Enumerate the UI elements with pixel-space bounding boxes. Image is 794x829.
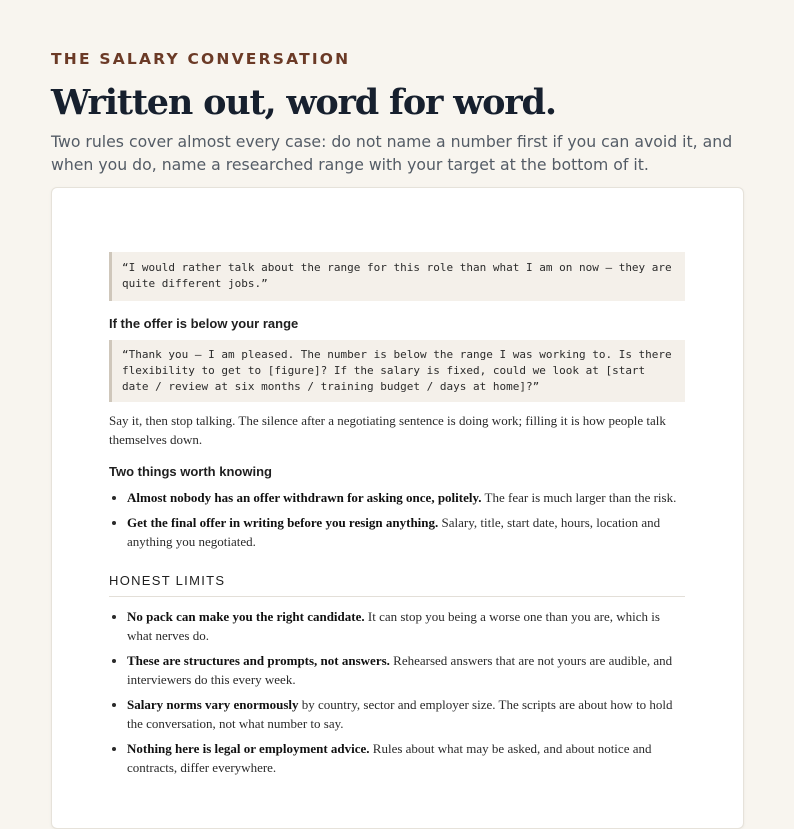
script-quote-current-salary: “I would rather talk about the range for this role than what I am on now — they are quite different jobs.” [109,252,685,301]
page-title: Written out, word for word. [51,82,556,123]
list-item [127,695,685,733]
content-card [51,187,744,829]
list-item-text: Rehearsed answers that are not yours are audible, and interviewers do this every week. [127,653,673,687]
list-item-text: The fear is much larger than the risk. [481,490,677,505]
honest-limits-list [109,607,685,777]
script-quote-below-range: “Thank you — I am pleased. The number is below the range I was working to. Is there flexibility to get to [figure]? If the salary is fixed, could we look at [start date / review at six months / training budget / days at home]?” [109,340,685,402]
list-item-bold: These are structures and prompts, not answers. [127,653,390,668]
card-content [109,252,685,783]
list-item-bold: Nothing here is legal or employment advice. [127,741,370,756]
list-item [127,739,685,777]
list-item-bold: Almost nobody has an offer withdrawn for asking once, politely. [127,490,482,505]
list-item-text: Rules about what may be asked, and about notice and contracts, differ everywhere. [127,741,652,775]
worth-knowing-heading: Two things worth knowing [109,464,272,479]
list-item-bold: Salary norms vary enormously [127,697,299,712]
below-range-heading: If the offer is below your range [109,316,299,331]
list-item [127,607,685,645]
list-item [127,513,685,551]
list-item-text: Salary, title, start date, hours, location and anything you negotiated. [127,515,661,549]
honest-limits-heading: HONEST LIMITS [109,573,685,597]
worth-knowing-list [109,488,685,551]
list-item-text: by country, sector and employer size. The scripts are about how to hold the conversation, not what number to say. [127,697,673,731]
eyebrow-label: THE SALARY CONVERSATION [51,50,351,68]
page-header [51,48,751,176]
stop-talking-advice: Say it, then stop talking. The silence after a negotiating sentence is doing work; filling it is how people talk themselves down. [109,413,666,447]
list-item-bold: Get the final offer in writing before you resign anything. [127,515,439,530]
list-item-text: It can stop you being a worse one than you are, which is what nerves do. [127,609,660,643]
list-item [127,488,685,507]
intro-text: Two rules cover almost every case: do not name a number first if you can avoid it, and when you do, name a researched range with your target at the bottom of it. [51,132,733,174]
list-item [127,651,685,689]
list-item-bold: No pack can make you the right candidate. [127,609,365,624]
